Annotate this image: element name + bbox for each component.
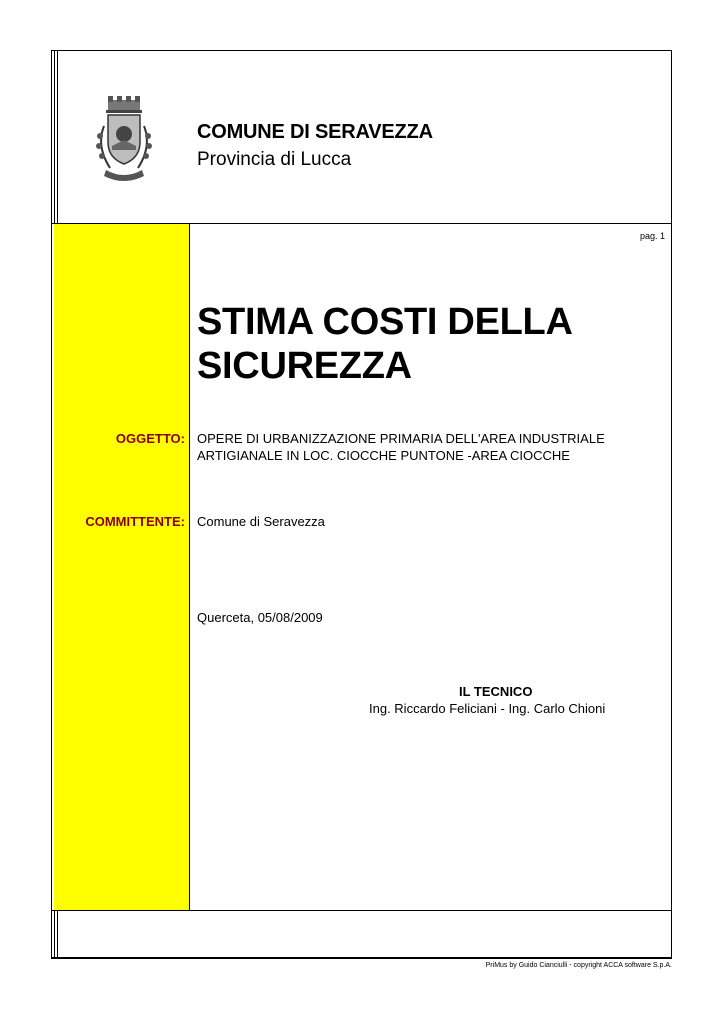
committente-label: COMMITTENTE: (85, 514, 185, 529)
committente-value: Comune di Seravezza (197, 514, 325, 529)
oggetto-line: ARTIGIANALE IN LOC. CIOCCHE PUNTONE -AREA CIOCCHE (197, 448, 570, 463)
coat-of-arms-logo (88, 96, 160, 184)
municipality-name: COMUNE DI SERAVEZZA (197, 121, 433, 143)
yellow-sidebar (54, 224, 189, 910)
tecnico-heading: IL TECNICO (459, 684, 533, 699)
oggetto-label: OGGETTO: (115, 431, 185, 446)
sidebar-border (189, 224, 190, 910)
footer-divider (51, 910, 672, 911)
oggetto-line: OPERE DI URBANIZZAZIONE PRIMARIA DELL'AREA INDUSTRIALE (197, 431, 605, 446)
page-number: pag. 1 (639, 231, 665, 241)
title-line: STIMA COSTI DELLA (197, 301, 573, 343)
place-date: Querceta, 05/08/2009 (197, 610, 323, 625)
frame-left-rule (51, 50, 52, 959)
oggetto-value (197, 430, 605, 464)
document-title (197, 300, 573, 388)
title-line: SICUREZZA (197, 345, 412, 387)
province-name: Provincia di Lucca (197, 149, 352, 170)
bottom-rule (51, 957, 672, 959)
footer-copyright: PriMus by Guido Cianciulli - copyright ACCA software S.p.A. (485, 962, 672, 969)
tecnico-names: Ing. Riccardo Feliciani - Ing. Carlo Chioni (369, 701, 606, 716)
